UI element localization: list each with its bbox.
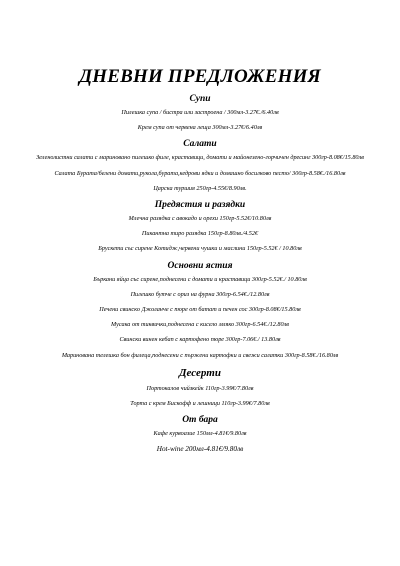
menu-item: Свински винен кебап с картофено пюре 300гр-7.06€./ 13.80лв xyxy=(119,336,281,344)
menu-section xyxy=(0,94,400,132)
section-heading: От бара xyxy=(182,415,218,426)
menu-section xyxy=(0,261,400,360)
menu-item: Крем супа от червена леща 300мл-3.27€/6.40лв xyxy=(137,124,263,132)
menu-item: Млечна разядка с авокадо и орехи 150гр-5.52€/10.80лв xyxy=(128,215,272,223)
menu-section xyxy=(0,367,400,408)
menu-section xyxy=(0,415,400,453)
menu-item: Портокалов чийзкейк 110гр-3.99€/7.80лв xyxy=(146,384,254,392)
menu-sections xyxy=(0,94,400,454)
menu-item: Печени свинско Джоланче с пюре от батат и печен сос 300гр-8.08€/15.80лв xyxy=(99,306,301,314)
menu-item: Пилешка супа / бистра или застроена / 300мл-3.27€./6.40лв xyxy=(121,109,279,116)
section-heading: Предястия и разядки xyxy=(154,200,246,211)
menu-item: Кафе курвоазие 150мл-4.81€/9.80лв xyxy=(153,430,247,438)
menu-item: Бъркани яйца със сирене,поднесени с домати и краставици 300гр-5.52€./ 10.80лв xyxy=(93,275,307,283)
menu-item: Мусака от тиквички,поднесена с кисело мляко 300гр-6.54€./12.80лв xyxy=(110,321,289,329)
section-heading: Супи xyxy=(189,94,211,104)
menu-item: Салата Бурата/белени домати,рукола,бурата,кедрови ядки и домашно босилково песто/ 300гр-8.58€./16.80лв xyxy=(54,169,346,177)
menu-item: Брускети със сирене Котидж,червени чушки и маслини 150гр-5.52€ / 10.80лв xyxy=(98,245,302,253)
menu-item: Hot-wine 200мл-4.81€/9.80лв xyxy=(156,445,244,454)
page-title: ДНЕВНИ ПРЕДЛОЖЕНИЯ xyxy=(79,66,321,87)
menu-item: Пикантна тиро разядка 150гр-8.80лв./4.52€ xyxy=(141,230,259,238)
menu-section xyxy=(0,139,400,193)
section-heading: Основни ястия xyxy=(167,260,233,271)
menu-section xyxy=(0,200,400,254)
menu-item: Царска туршия 250гр-4.55€/8.90лв. xyxy=(153,184,247,192)
menu-item: Пилешко бутче с ориз на фурна 300гр-6.54€./12.80лв xyxy=(130,290,270,298)
menu-item: Торта с крем Бискофф и лешници 110гр-3.99€/7.80лв xyxy=(130,400,270,408)
menu-item: Зеленолистни салати с мариновано пилешко филе, краставици, домати и майонезено-горчичен дресинг 300гр-8.08€/15.80лв xyxy=(36,154,364,162)
section-heading: Салати xyxy=(183,139,217,150)
section-heading: Десерти xyxy=(179,366,221,379)
menu-item: Маринована телешка бон филеца,поднесени с пържени картофки и свежи салатки 300гр-8.58€./16.80лв xyxy=(61,351,339,359)
